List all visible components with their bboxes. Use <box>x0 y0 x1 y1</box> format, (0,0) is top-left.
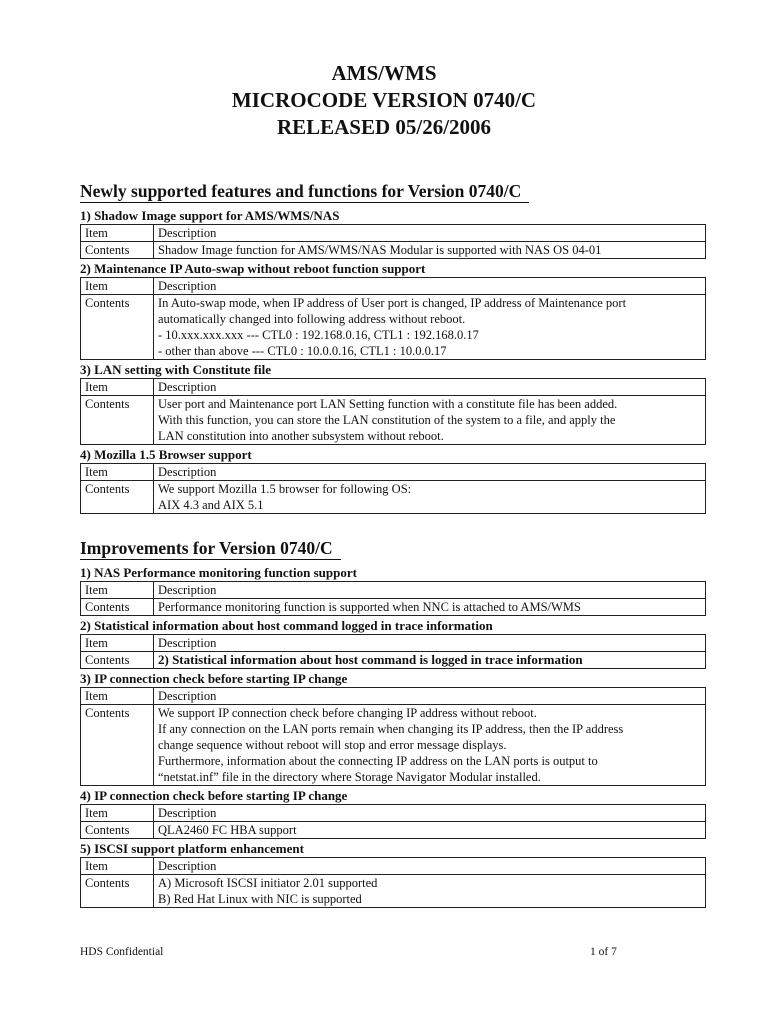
description-line: With this function, you can store the LAN constitution of the system to a file, and apply the <box>158 413 616 427</box>
description-line: We support IP connection check before changing IP address without reboot. <box>158 706 537 720</box>
feature-heading: 5) ISCSI support platform enhancement <box>80 841 304 856</box>
contents-description-cell <box>154 295 706 360</box>
feature-table <box>80 581 706 616</box>
contents-description-cell <box>154 875 706 908</box>
table-header-row <box>81 858 706 875</box>
contents-label-cell: Contents <box>81 295 154 360</box>
description-line: Furthermore, information about the connecting IP address on the LAN ports is output to <box>158 754 598 768</box>
table-row <box>81 242 706 259</box>
description-line: If any connection on the LAN ports remain when changing its IP address, then the IP address <box>158 722 624 736</box>
header-description-cell: Description <box>154 688 706 705</box>
feature-table <box>80 378 706 445</box>
document-body <box>80 180 706 909</box>
feature-table <box>80 224 706 259</box>
table-header-row <box>81 582 706 599</box>
contents-label-cell: Contents <box>81 481 154 514</box>
header-item-cell: Item <box>81 464 154 481</box>
header-item-cell: Item <box>81 635 154 652</box>
contents-label-cell: Contents <box>81 652 154 669</box>
title-line-2: MICROCODE VERSION 0740/C <box>231 88 537 112</box>
description-line: automatically changed into following address without reboot. <box>158 312 466 326</box>
feature-table <box>80 277 706 360</box>
table-header-row <box>81 379 706 396</box>
table-row <box>81 705 706 786</box>
contents-description-cell <box>154 242 706 259</box>
contents-description-cell <box>154 481 706 514</box>
footer-page-number: 1 of 7 <box>590 946 617 958</box>
feature-heading: 4) Mozilla 1.5 Browser support <box>80 447 252 462</box>
description-line: “netstat.inf” file in the directory where Storage Navigator Modular installed. <box>158 770 541 784</box>
feature-heading: 1) NAS Performance monitoring function support <box>80 565 357 580</box>
table-row <box>81 481 706 514</box>
description-line: We support Mozilla 1.5 browser for following OS: <box>158 482 412 496</box>
title-line-3: RELEASED 05/26/2006 <box>276 115 492 139</box>
table-header-row <box>81 805 706 822</box>
document-title <box>0 60 768 141</box>
header-description-cell: Description <box>154 379 706 396</box>
table-row <box>81 875 706 908</box>
section-heading: Improvements for Version 0740/C <box>80 537 341 560</box>
table-header-row <box>81 225 706 242</box>
description-line: User port and Maintenance port LAN Setting function with a constitute file has been added. <box>158 397 618 411</box>
header-item-cell: Item <box>81 582 154 599</box>
contents-label-cell: Contents <box>81 242 154 259</box>
feature-table <box>80 634 706 669</box>
header-item-cell: Item <box>81 858 154 875</box>
header-description-cell: Description <box>154 582 706 599</box>
table-row <box>81 396 706 445</box>
table-row <box>81 599 706 616</box>
contents-label-cell: Contents <box>81 599 154 616</box>
contents-description-cell <box>154 822 706 839</box>
description-line: - 10.xxx.xxx.xxx --- CTL0 : 192.168.0.16, CTL1 : 192.168.0.17 <box>158 328 479 342</box>
table-row <box>81 295 706 360</box>
feature-table <box>80 857 706 908</box>
feature-heading: 2) Maintenance IP Auto-swap without reboot function support <box>80 261 426 276</box>
table-header-row <box>81 635 706 652</box>
footer-confidential: HDS Confidential <box>80 946 164 958</box>
section-spacer <box>80 515 706 537</box>
header-item-cell: Item <box>81 805 154 822</box>
title-line-1: AMS/WMS <box>331 61 437 85</box>
table-header-row <box>81 278 706 295</box>
contents-label-cell: Contents <box>81 822 154 839</box>
contents-label-cell: Contents <box>81 396 154 445</box>
feature-heading: 4) IP connection check before starting IP change <box>80 788 348 803</box>
header-item-cell: Item <box>81 225 154 242</box>
feature-heading: 3) IP connection check before starting IP change <box>80 671 348 686</box>
description-line: AIX 4.3 and AIX 5.1 <box>158 498 264 512</box>
header-description-cell: Description <box>154 225 706 242</box>
description-line: 2) Statistical information about host command is logged in trace information <box>158 652 583 667</box>
contents-label-cell: Contents <box>81 875 154 908</box>
description-line: LAN constitution into another subsystem without reboot. <box>158 429 444 443</box>
contents-description-cell <box>154 705 706 786</box>
contents-label-cell: Contents <box>81 705 154 786</box>
header-description-cell: Description <box>154 635 706 652</box>
feature-heading: 1) Shadow Image support for AMS/WMS/NAS <box>80 208 340 223</box>
header-description-cell: Description <box>154 805 706 822</box>
contents-description-cell <box>154 396 706 445</box>
feature-table <box>80 687 706 786</box>
feature-table <box>80 463 706 514</box>
header-description-cell: Description <box>154 858 706 875</box>
description-line: - other than above --- CTL0 : 10.0.0.16, CTL1 : 10.0.0.17 <box>158 344 447 358</box>
header-item-cell: Item <box>81 278 154 295</box>
table-header-row <box>81 464 706 481</box>
header-item-cell: Item <box>81 688 154 705</box>
header-description-cell: Description <box>154 464 706 481</box>
feature-table <box>80 804 706 839</box>
contents-description-cell <box>154 652 706 669</box>
description-line: Performance monitoring function is supported when NNC is attached to AMS/WMS <box>158 600 581 614</box>
description-line: A) Microsoft ISCSI initiator 2.01 supported <box>158 876 378 890</box>
description-line: change sequence without reboot will stop and error message displays. <box>158 738 507 752</box>
description-line: QLA2460 FC HBA support <box>158 823 297 837</box>
table-row <box>81 822 706 839</box>
description-line: In Auto-swap mode, when IP address of User port is changed, IP address of Maintenance port <box>158 296 627 310</box>
header-item-cell: Item <box>81 379 154 396</box>
feature-heading: 3) LAN setting with Constitute file <box>80 362 272 377</box>
description-line: Shadow Image function for AMS/WMS/NAS Modular is supported with NAS OS 04-01 <box>158 243 602 257</box>
section-heading: Newly supported features and functions for Version 0740/C <box>80 180 529 203</box>
header-description-cell: Description <box>154 278 706 295</box>
feature-heading: 2) Statistical information about host command logged in trace information <box>80 618 493 633</box>
table-row <box>81 652 706 669</box>
description-line: B) Red Hat Linux with NIC is supported <box>158 892 362 906</box>
table-header-row <box>81 688 706 705</box>
contents-description-cell <box>154 599 706 616</box>
